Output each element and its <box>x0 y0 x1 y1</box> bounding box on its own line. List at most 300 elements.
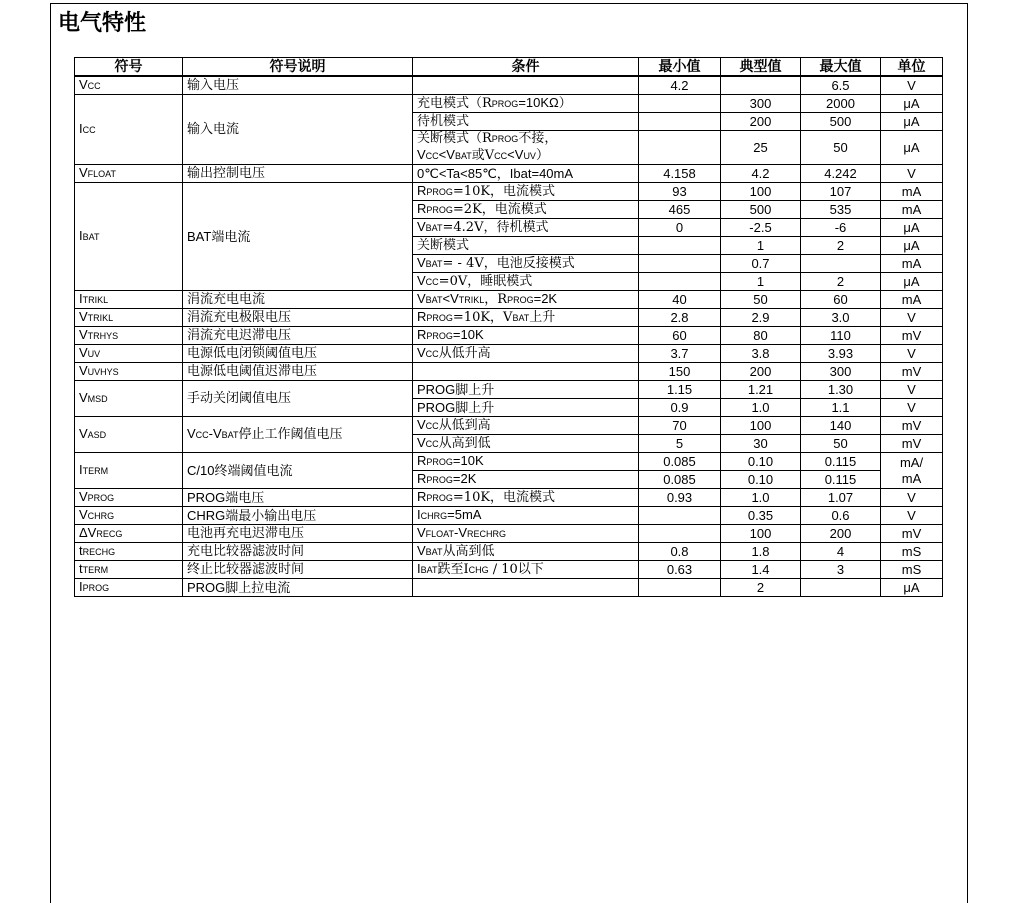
condition-cell <box>413 183 639 201</box>
table-row <box>75 327 943 345</box>
symbol-cell <box>75 165 183 183</box>
description-cell: PROG脚上拉电流 <box>183 579 413 597</box>
symbol-subscript: TERM <box>82 565 109 575</box>
condition-subscript: CC <box>425 349 439 359</box>
condition-text: V <box>417 345 426 360</box>
condition-text: V <box>417 219 426 234</box>
header-typ: 典型值 <box>721 58 801 77</box>
condition-subscript: PROG <box>507 295 534 305</box>
unit-cell: μA <box>881 95 943 113</box>
max-cell: 4.242 <box>801 165 881 183</box>
condition-subscript: BAT <box>425 223 443 233</box>
condition-text: R <box>417 489 427 504</box>
symbol-text: V <box>79 309 88 324</box>
symbol-subscript: TRHYS <box>87 331 119 341</box>
unit-cell: V <box>881 507 943 525</box>
condition-cell <box>413 507 639 525</box>
min-cell: 0.93 <box>639 489 721 507</box>
condition-text: =10K <box>452 327 484 342</box>
condition-subscript: PROG <box>426 187 453 197</box>
max-cell: 3 <box>801 561 881 579</box>
condition-text: =2K <box>533 291 558 306</box>
symbol-subscript: TRIKL <box>87 313 114 323</box>
condition-text: =10K，V <box>452 310 513 325</box>
condition-text: <V <box>507 147 524 162</box>
symbol-cell <box>75 327 183 345</box>
condition-subscript: CC <box>425 439 439 449</box>
condition-subscript: CHG <box>468 565 489 575</box>
condition-text: R <box>417 327 427 342</box>
header-description: 符号说明 <box>183 58 413 77</box>
description-cell: 输入电流 <box>183 95 413 165</box>
typ-cell <box>721 76 801 95</box>
unit-cell: mA <box>881 255 943 273</box>
condition-text: ） <box>535 148 549 163</box>
min-cell <box>639 237 721 255</box>
unit-cell: mA <box>881 183 943 201</box>
header-unit: 单位 <box>881 58 943 77</box>
symbol-text: V <box>79 507 88 522</box>
condition-cell <box>413 489 639 507</box>
condition-cell <box>413 363 639 381</box>
condition-text: R <box>417 183 427 198</box>
condition-text: 充电模式（R <box>417 96 492 111</box>
min-cell: 0.085 <box>639 453 721 471</box>
min-cell: 70 <box>639 417 721 435</box>
max-cell: 300 <box>801 363 881 381</box>
unit-cell: μA <box>881 273 943 291</box>
min-cell <box>639 95 721 113</box>
unit-text: mA <box>901 470 922 486</box>
condition-cell <box>413 435 639 453</box>
condition-text: 关断模式（R <box>417 131 492 146</box>
typ-cell: 100 <box>721 183 801 201</box>
symbol-text: t <box>79 561 83 576</box>
symbol-subscript: UV <box>87 349 101 359</box>
unit-cell: mS <box>881 561 943 579</box>
min-cell: 40 <box>639 291 721 309</box>
table-row <box>75 345 943 363</box>
min-cell: 0.63 <box>639 561 721 579</box>
condition-cell: 0℃<Ta<85℃，Ibat=40mA <box>413 165 639 183</box>
symbol-cell <box>75 291 183 309</box>
symbol-text: V <box>79 345 88 360</box>
symbol-text: V <box>79 77 88 92</box>
symbol-cell <box>75 363 183 381</box>
condition-subscript: FLOAT <box>425 529 455 539</box>
unit-cell: μA <box>881 237 943 255</box>
typ-cell: 4.2 <box>721 165 801 183</box>
table-row <box>75 363 943 381</box>
symbol-subscript: RECHG <box>82 547 116 557</box>
symbol-cell <box>75 507 183 525</box>
max-cell: 1.1 <box>801 399 881 417</box>
symbol-text: ΔV <box>79 525 97 540</box>
min-cell: 4.158 <box>639 165 721 183</box>
symbol-subscript: FLOAT <box>87 169 117 179</box>
max-cell: 60 <box>801 291 881 309</box>
table-row <box>75 561 943 579</box>
condition-text: R <box>417 471 427 486</box>
condition-cell: 关断模式 <box>413 237 639 255</box>
symbol-subscript: CC <box>87 81 101 91</box>
condition-text: =10K，电流模式 <box>452 184 556 199</box>
symbol-subscript: PROG <box>87 493 115 503</box>
symbol-text: I <box>79 462 83 477</box>
unit-text: mA/ <box>899 454 924 470</box>
table-row <box>75 183 943 201</box>
unit-cell: V <box>881 309 943 327</box>
unit-cell: V <box>881 489 943 507</box>
condition-cell <box>413 76 639 95</box>
condition-text: V <box>417 273 426 288</box>
table-row <box>75 489 943 507</box>
unit-cell: μA <box>881 219 943 237</box>
condition-text: ，R <box>484 292 508 307</box>
condition-subscript: TRIKL <box>458 295 485 305</box>
description-cell: C/10终端阈值电流 <box>183 453 413 489</box>
max-cell: 0.115 <box>801 471 881 489</box>
typ-cell: 1 <box>721 273 801 291</box>
symbol-text: I <box>79 228 83 243</box>
description-text: 停止工作阈值电压 <box>238 427 343 442</box>
table-row <box>75 579 943 597</box>
symbol-subscript: PROG <box>82 583 110 593</box>
condition-text: V <box>417 255 426 270</box>
min-cell: 465 <box>639 201 721 219</box>
condition-text: =10K <box>452 453 484 468</box>
condition-cell: PROG脚上升 <box>413 399 639 417</box>
symbol-subscript: CC <box>82 125 96 135</box>
condition-cell: PROG脚上升 <box>413 381 639 399</box>
condition-cell <box>413 543 639 561</box>
condition-text: V <box>417 417 426 432</box>
symbol-cell <box>75 417 183 453</box>
condition-text: I <box>417 561 421 576</box>
min-cell: 3.7 <box>639 345 721 363</box>
symbol-cell <box>75 561 183 579</box>
condition-text: V <box>417 543 426 558</box>
condition-text: 跌至I <box>437 562 469 577</box>
condition-cell <box>413 201 639 219</box>
min-cell <box>639 113 721 131</box>
description-cell: CHRG端最小输出电压 <box>183 507 413 525</box>
condition-cell: 待机模式 <box>413 113 639 131</box>
typ-cell: -2.5 <box>721 219 801 237</box>
symbol-cell <box>75 489 183 507</box>
typ-cell: 2.9 <box>721 309 801 327</box>
max-cell: 3.0 <box>801 309 881 327</box>
max-cell: 1.30 <box>801 381 881 399</box>
condition-cell <box>413 417 639 435</box>
condition-text: I <box>417 507 421 522</box>
typ-cell: 3.8 <box>721 345 801 363</box>
max-cell: 110 <box>801 327 881 345</box>
condition-subscript: RECHRG <box>467 529 507 539</box>
typ-cell: 0.10 <box>721 453 801 471</box>
description-cell: 终止比较器滤波时间 <box>183 561 413 579</box>
unit-cell: V <box>881 76 943 95</box>
condition-subscript: BAT <box>420 565 438 575</box>
table-row <box>75 417 943 435</box>
typ-cell: 500 <box>721 201 801 219</box>
typ-cell: 80 <box>721 327 801 345</box>
condition-subscript: CC <box>425 151 439 161</box>
condition-text: 不接， <box>518 131 558 146</box>
max-cell: 500 <box>801 113 881 131</box>
min-cell: 0.9 <box>639 399 721 417</box>
typ-cell: 300 <box>721 95 801 113</box>
condition-text: V <box>417 525 426 540</box>
symbol-cell <box>75 345 183 363</box>
symbol-text: V <box>79 165 88 180</box>
electrical-characteristics-table <box>74 57 943 597</box>
condition-text: =2K，电流模式 <box>452 202 547 217</box>
description-cell: 输出控制电压 <box>183 165 413 183</box>
condition-subscript: CHRG <box>420 511 448 521</box>
condition-cell <box>413 291 639 309</box>
symbol-subscript: ASD <box>87 430 107 440</box>
condition-subscript: CC <box>494 151 508 161</box>
min-cell: 0.8 <box>639 543 721 561</box>
condition-cell <box>413 453 639 471</box>
max-cell: 50 <box>801 435 881 453</box>
condition-cell <box>413 327 639 345</box>
unit-cell: μA <box>881 131 943 165</box>
description-cell: 涓流充电极限电压 <box>183 309 413 327</box>
condition-text: =0V，睡眠模式 <box>438 274 533 289</box>
description-cell: 输入电压 <box>183 76 413 95</box>
typ-cell: 1.8 <box>721 543 801 561</box>
typ-cell: 200 <box>721 363 801 381</box>
unit-cell: mV <box>881 417 943 435</box>
condition-subscript: UV <box>523 151 536 161</box>
unit-cell: mV <box>881 363 943 381</box>
unit-cell: mV <box>881 435 943 453</box>
unit-cell: V <box>881 399 943 417</box>
condition-cell <box>413 525 639 543</box>
unit-cell <box>881 453 943 489</box>
max-cell: 4 <box>801 543 881 561</box>
max-cell: 535 <box>801 201 881 219</box>
condition-text: =5mA <box>447 507 482 522</box>
description-cell: 手动关闭阈值电压 <box>183 381 413 417</box>
symbol-cell <box>75 95 183 165</box>
symbol-subscript: UVHYS <box>87 367 119 377</box>
unit-cell: V <box>881 345 943 363</box>
condition-text: R <box>417 201 427 216</box>
description-cell: 涓流充电电流 <box>183 291 413 309</box>
min-cell <box>639 273 721 291</box>
typ-cell: 50 <box>721 291 801 309</box>
symbol-cell <box>75 525 183 543</box>
max-cell <box>801 255 881 273</box>
description-cell: 涓流充电迟滞电压 <box>183 327 413 345</box>
condition-text: 或V <box>471 148 495 163</box>
description-cell <box>183 417 413 453</box>
header-condition: 条件 <box>413 58 639 77</box>
description-text: -V <box>208 426 222 441</box>
unit-cell: mA <box>881 291 943 309</box>
condition-cell <box>413 579 639 597</box>
table-row <box>75 507 943 525</box>
symbol-text: V <box>79 390 88 405</box>
min-cell <box>639 507 721 525</box>
description-cell: 电源低电闭锁阈值电压 <box>183 345 413 363</box>
header-symbol: 符号 <box>75 58 183 77</box>
max-cell: 3.93 <box>801 345 881 363</box>
symbol-cell <box>75 183 183 291</box>
condition-cell <box>413 95 639 113</box>
symbol-text: t <box>79 543 83 558</box>
header-min: 最小值 <box>639 58 721 77</box>
symbol-subscript: TRIKL <box>82 295 109 305</box>
condition-subscript: CC <box>425 421 439 431</box>
table-row <box>75 525 943 543</box>
min-cell: 2.8 <box>639 309 721 327</box>
unit-cell: mV <box>881 327 943 345</box>
typ-cell: 1.21 <box>721 381 801 399</box>
condition-text: =2K <box>452 471 477 486</box>
condition-text: <V <box>438 147 455 162</box>
max-cell: 107 <box>801 183 881 201</box>
condition-subscript: PROG <box>426 457 453 467</box>
condition-text: R <box>417 453 427 468</box>
symbol-text: I <box>79 579 83 594</box>
condition-cell <box>413 255 639 273</box>
condition-text: 从高到低 <box>442 544 495 559</box>
condition-subscript: BAT <box>425 547 443 557</box>
condition-text: =10KΩ） <box>518 95 572 110</box>
min-cell <box>639 525 721 543</box>
condition-text: V <box>417 435 426 450</box>
typ-cell: 0.7 <box>721 255 801 273</box>
table-header-row <box>75 58 943 77</box>
typ-cell: 1 <box>721 237 801 255</box>
symbol-text: V <box>79 489 88 504</box>
max-cell: 1.07 <box>801 489 881 507</box>
unit-cell: mA <box>881 201 943 219</box>
description-cell: BAT端电流 <box>183 183 413 291</box>
max-cell: 50 <box>801 131 881 165</box>
typ-cell: 200 <box>721 113 801 131</box>
condition-text: R <box>417 309 427 324</box>
symbol-cell <box>75 579 183 597</box>
max-cell: 200 <box>801 525 881 543</box>
min-cell: 60 <box>639 327 721 345</box>
condition-subscript: PROG <box>426 313 453 323</box>
typ-cell: 0.35 <box>721 507 801 525</box>
typ-cell: 1.4 <box>721 561 801 579</box>
condition-cell <box>413 561 639 579</box>
condition-subscript: PROG <box>426 331 453 341</box>
unit-cell: V <box>881 381 943 399</box>
condition-cell <box>413 345 639 363</box>
symbol-cell <box>75 381 183 417</box>
min-cell <box>639 579 721 597</box>
symbol-subscript: RECG <box>96 529 123 539</box>
condition-cell <box>413 309 639 327</box>
symbol-text: V <box>79 426 88 441</box>
condition-text: =10K，电流模式 <box>452 490 556 505</box>
table-row <box>75 381 943 399</box>
symbol-subscript: CHRG <box>87 511 115 521</box>
description-subscript: CC <box>195 430 209 440</box>
max-cell <box>801 579 881 597</box>
symbol-subscript: BAT <box>82 232 100 242</box>
description-cell: PROG端电压 <box>183 489 413 507</box>
condition-subscript: PROG <box>426 205 453 215</box>
max-cell: 0.115 <box>801 453 881 471</box>
max-cell: 140 <box>801 417 881 435</box>
description-cell: 电池再充电迟滞电压 <box>183 525 413 543</box>
typ-cell: 100 <box>721 525 801 543</box>
unit-cell: V <box>881 165 943 183</box>
condition-subscript: PROG <box>491 134 519 144</box>
typ-cell: 100 <box>721 417 801 435</box>
symbol-text: V <box>79 363 88 378</box>
symbol-text: V <box>79 327 88 342</box>
symbol-cell <box>75 453 183 489</box>
description-cell: 电源低电阈值迟滞电压 <box>183 363 413 381</box>
max-cell: 2000 <box>801 95 881 113</box>
condition-subscript: PROG <box>491 99 519 109</box>
condition-subscript: BAT <box>425 295 443 305</box>
condition-text: = - 4V，电池反接模式 <box>442 256 575 271</box>
min-cell: 0.085 <box>639 471 721 489</box>
condition-subscript: BAT <box>454 151 472 161</box>
min-cell: 5 <box>639 435 721 453</box>
symbol-cell <box>75 309 183 327</box>
condition-subscript: PROG <box>426 493 453 503</box>
table-row <box>75 95 943 113</box>
min-cell: 150 <box>639 363 721 381</box>
min-cell: 1.15 <box>639 381 721 399</box>
condition-subscript: CC <box>425 277 439 287</box>
typ-cell: 2 <box>721 579 801 597</box>
min-cell: 93 <box>639 183 721 201</box>
symbol-subscript: MSD <box>87 394 108 404</box>
condition-subscript: BAT <box>512 313 530 323</box>
min-cell: 0 <box>639 219 721 237</box>
condition-text: -V <box>454 525 468 540</box>
header-max: 最大值 <box>801 58 881 77</box>
min-cell <box>639 255 721 273</box>
description-subscript: BAT <box>221 430 239 440</box>
table-row <box>75 76 943 95</box>
table-row <box>75 165 943 183</box>
table-row <box>75 291 943 309</box>
typ-cell: 1.0 <box>721 399 801 417</box>
unit-cell: μA <box>881 579 943 597</box>
unit-cell: mS <box>881 543 943 561</box>
condition-text: 从低到高 <box>438 418 491 433</box>
condition-subscript: BAT <box>425 259 443 269</box>
max-cell: 6.5 <box>801 76 881 95</box>
description-cell: 充电比较器滤波时间 <box>183 543 413 561</box>
min-cell: 4.2 <box>639 76 721 95</box>
symbol-cell <box>75 76 183 95</box>
condition-text: =4.2V，待机模式 <box>442 220 549 235</box>
typ-cell: 1.0 <box>721 489 801 507</box>
condition-text: / 10以下 <box>488 562 544 577</box>
page-title: 电气特性 <box>58 11 147 36</box>
unit-cell: mV <box>881 525 943 543</box>
symbol-subscript: TERM <box>82 466 109 476</box>
condition-subscript: PROG <box>426 475 453 485</box>
condition-cell <box>413 131 639 165</box>
condition-cell <box>413 273 639 291</box>
